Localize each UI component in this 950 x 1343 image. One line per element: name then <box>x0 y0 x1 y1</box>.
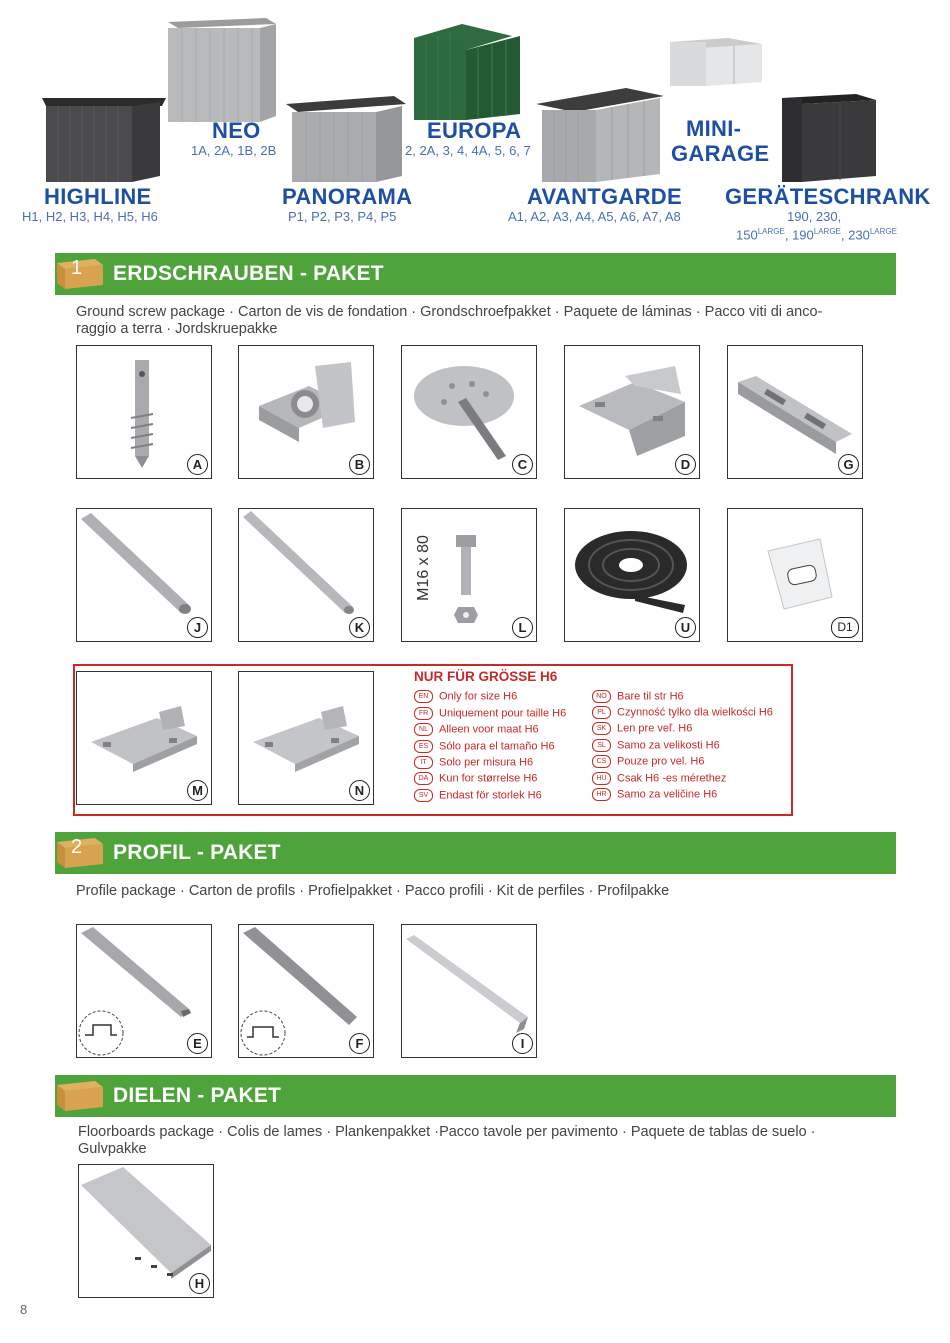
notice-row-hr <box>592 788 717 804</box>
part-letter: M <box>187 780 208 801</box>
part-letter: A <box>187 454 208 475</box>
notice-text: Kun for størrelse H6 <box>439 772 538 785</box>
size-230: 230 <box>848 227 870 243</box>
notice-row-sv <box>414 789 542 805</box>
minigarage-shed-image <box>668 38 764 88</box>
notice-text: Bare til str H6 <box>617 690 684 703</box>
part-letter: C <box>512 454 533 475</box>
lang-badge: NO <box>592 690 611 703</box>
notice-text: Czynność tylko dla wielkości H6 <box>617 706 773 719</box>
part-tile-u <box>564 508 700 642</box>
bolt-size-label: M16 x 80 <box>415 535 432 601</box>
lang-badge: SK <box>592 722 611 735</box>
box-icon <box>55 1077 105 1113</box>
notice-text: Solo per misura H6 <box>439 756 534 769</box>
lang-badge: DA <box>414 772 433 785</box>
model-name-highline: HIGHLINE <box>44 184 152 209</box>
model-sizes-neo: 1A, 2A, 1B, 2B <box>191 143 277 158</box>
notice-row-fr <box>414 707 566 723</box>
notice-row-cs <box>592 755 704 771</box>
gerateschrank-shed-image <box>780 94 878 184</box>
lang-badge: SL <box>592 739 611 752</box>
lang-badge: EN <box>414 690 433 703</box>
part-letter: J <box>187 617 208 638</box>
model-name-minigarage-line2: GARAGE <box>671 141 770 166</box>
section-number: 2 <box>71 836 83 858</box>
part-tile-l <box>401 508 537 642</box>
notice-text: Sólo para el tamaño H6 <box>439 740 555 753</box>
notice-text: Endast för storlek H6 <box>439 789 542 802</box>
part-letter: K <box>349 617 370 638</box>
notice-text: Len pre veľ. H6 <box>617 722 693 735</box>
lang-badge: SV <box>414 789 433 802</box>
notice-row-nl <box>414 723 539 739</box>
part-letter: L <box>512 617 533 638</box>
europa-shed-image <box>408 22 526 122</box>
model-sizes-gerateschrank-line2: $150^{LARGE}$, $190^{LARGE}$, $230^{LARGE}$ <box>736 227 897 243</box>
model-sizes-highline: H1, H2, H3, H4, H5, H6 <box>22 209 158 224</box>
section-bar-dielen <box>55 1075 896 1117</box>
notice-row-da <box>414 772 537 788</box>
part-letter: E <box>187 1033 208 1054</box>
model-name-gerateschrank: GERÄTESCHRANK <box>725 184 931 209</box>
model-sizes-avantgarde: A1, A2, A3, A4, A5, A6, A7, A8 <box>508 209 681 224</box>
size-150-sup: LARGE <box>757 227 785 236</box>
model-name-minigarage-line1: MINI- <box>686 116 742 141</box>
lang-badge: HU <box>592 772 611 785</box>
lang-badge: ES <box>414 740 433 753</box>
part-tile-j <box>76 508 212 642</box>
part-letter: B <box>349 454 370 475</box>
part-letter: G <box>838 454 859 475</box>
part-tile-m <box>76 671 212 805</box>
part-tile-d <box>564 345 700 479</box>
notice-text: Uniquement pour taille H6 <box>439 707 567 720</box>
size-190-sup: LARGE <box>813 227 841 236</box>
part-tile-i <box>401 924 537 1058</box>
notice-text: Alleen voor maat H6 <box>439 723 539 736</box>
section-subtitle-line2: raggio a terra · Jordskruepakke <box>76 321 278 337</box>
lang-badge: FR <box>414 707 433 720</box>
part-tile-a <box>76 345 212 479</box>
avantgarde-shed-image <box>536 88 666 184</box>
section-title: PROFIL - PAKET <box>113 841 281 864</box>
part-letter: U <box>675 617 696 638</box>
notice-row-no <box>592 690 684 706</box>
part-letter: F <box>349 1033 370 1054</box>
model-sizes-gerateschrank-line1: 190, 230, <box>787 209 842 224</box>
section-title: DIELEN - PAKET <box>113 1084 282 1107</box>
page-number: 8 <box>20 1302 28 1317</box>
model-name-neo: NEO <box>212 118 261 143</box>
size-190: 190 <box>792 227 814 243</box>
notice-row-sl <box>592 739 720 755</box>
lang-badge: NL <box>414 723 433 736</box>
part-letter: I <box>512 1033 533 1054</box>
part-letter: N <box>349 780 370 801</box>
size-150: 150 <box>736 227 758 243</box>
size-230-sup: LARGE <box>869 227 897 236</box>
model-sizes-panorama: P1, P2, P3, P4, P5 <box>288 209 397 224</box>
model-name-panorama: PANORAMA <box>282 184 413 209</box>
notice-text: Samo za velikosti H6 <box>617 739 720 752</box>
notice-text: Csak H6 -es mérethez <box>617 772 727 785</box>
notice-row-sk <box>592 722 692 738</box>
section-bar-profil <box>55 832 896 874</box>
model-name-avantgarde: AVANTGARDE <box>527 184 682 209</box>
notice-row-pl <box>592 706 773 722</box>
part-letter: D <box>675 454 696 475</box>
lang-badge: HR <box>592 788 611 801</box>
notice-text: Samo za veličine H6 <box>617 788 718 801</box>
part-tile-g <box>727 345 863 479</box>
notice-row-it <box>414 756 533 772</box>
part-tile-k <box>238 508 374 642</box>
notice-text: Pouze pro vel. H6 <box>617 755 705 768</box>
notice-row-hu <box>592 772 726 788</box>
section-title: ERDSCHRAUBEN - PAKET <box>113 262 384 285</box>
section-number: 1 <box>71 257 83 279</box>
notice-row-es <box>414 740 555 756</box>
part-tile-d1 <box>727 508 863 642</box>
h6-notice-title: NUR FÜR GRÖSSE H6 <box>414 669 558 684</box>
section-subtitle-line1: Ground screw package · Carton de vis de fondation · Grondschroefpakket · Paquete de láminas · Pacco viti di anco- <box>76 304 823 320</box>
part-letter: D1 <box>831 617 859 638</box>
part-tile-h <box>78 1164 214 1298</box>
model-name-europa: EUROPA <box>427 118 522 143</box>
part-letter: H <box>189 1273 210 1294</box>
section-subtitle-line2: Gulvpakke <box>78 1141 147 1157</box>
lang-badge: PL <box>592 706 611 719</box>
highline-shed-image <box>40 92 168 184</box>
part-tile-n <box>238 671 374 805</box>
lang-badge: IT <box>414 756 433 769</box>
part-tile-b <box>238 345 374 479</box>
part-tile-e <box>76 924 212 1058</box>
model-sizes-europa: 2, 2A, 3, 4, 4A, 5, 6, 7 <box>405 143 531 158</box>
panorama-shed-image <box>286 96 408 184</box>
part-tile-c <box>401 345 537 479</box>
section-subtitle-line1: Profile package · Carton de profils · Profielpakket · Pacco profili · Kit de perfiles · Profilpakke <box>76 883 670 899</box>
part-tile-f <box>238 924 374 1058</box>
notice-text: Only for size H6 <box>439 690 518 703</box>
section-subtitle-line1: Floorboards package · Colis de lames · Plankenpakket ·Pacco tavole per pavimento · Paquete de tablas de suelo · <box>78 1124 816 1140</box>
notice-row-en <box>414 690 517 706</box>
neo-shed-image <box>162 16 280 124</box>
section-bar-erdschrauben <box>55 253 896 295</box>
lang-badge: CS <box>592 755 611 768</box>
